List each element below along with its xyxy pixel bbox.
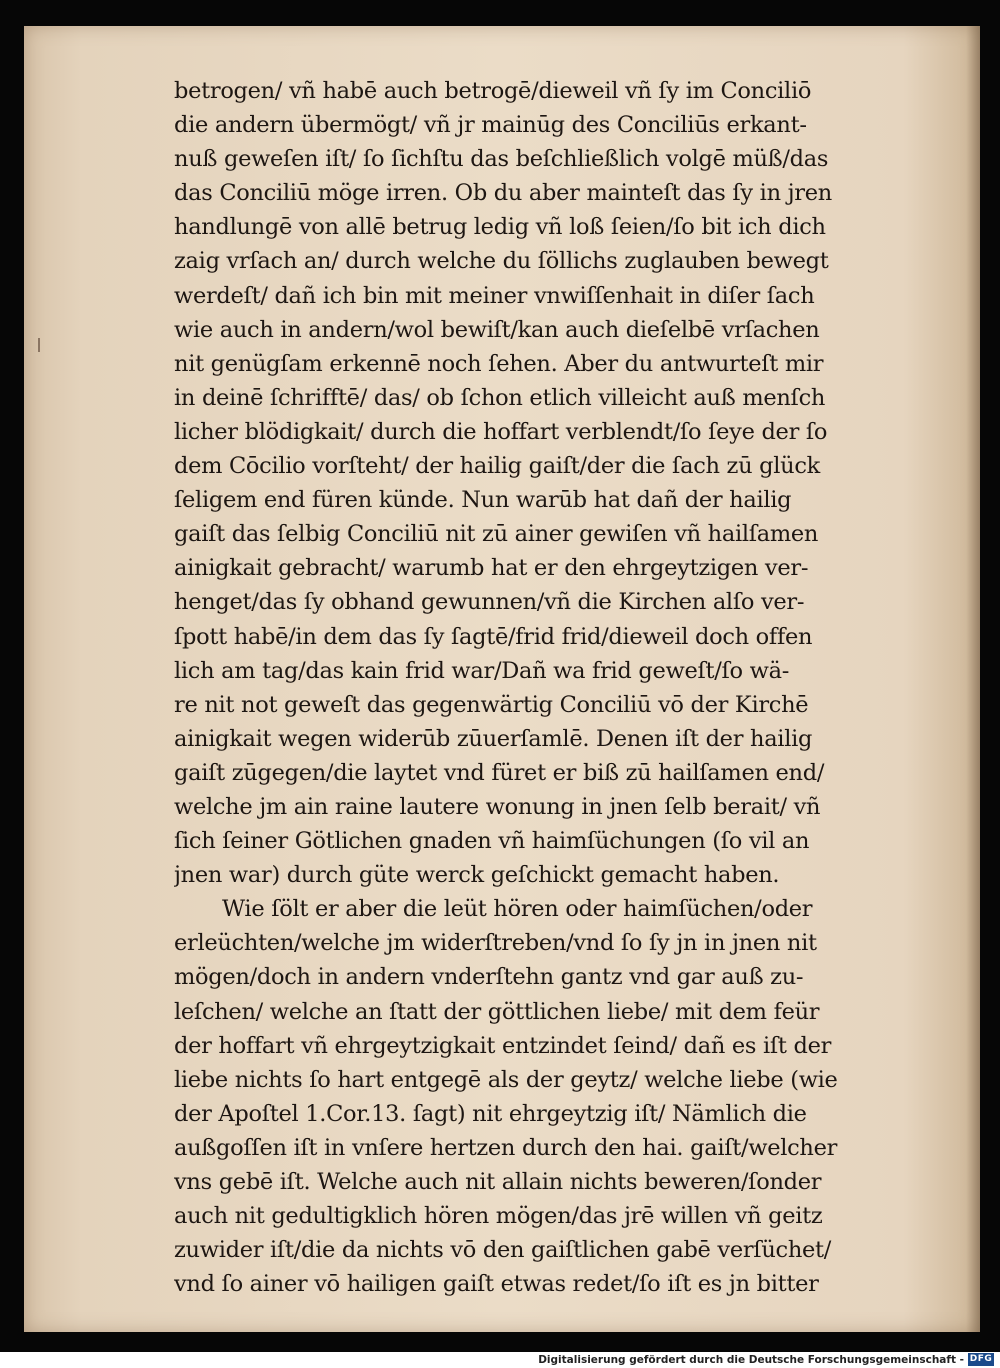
text-line: jnen war) durch güte werck geſchickt gemacht haben.	[174, 862, 780, 889]
text-line: betrogen/ vñ habē auch betrogē/dieweil vñ ſy im Conciliō	[174, 78, 812, 104]
text-line: vns gebē iſt. Welche auch nit allain nichts beweren/ſonder	[174, 1169, 822, 1195]
margin-mark	[38, 338, 40, 352]
text-line: welche jm ain raine lautere wonung in jnen ſelb berait/ vñ	[174, 793, 821, 820]
text-line: henget/das ſy obhand gewunnen/vñ die Kirchen alſo ver-	[174, 589, 805, 616]
text-line: ſpott habē/in dem das ſy ſagtē/frid frid/dieweil doch offen	[174, 623, 813, 650]
text-line: zaig vrſach an/ durch welche du ſöllichs zuglauben bewegt	[174, 248, 829, 275]
text-line: ſich ſeiner Götlichen gnaden vñ haimſüchungen (ſo vil an	[174, 828, 810, 855]
text-line: leſchen/ welche an ſtatt der göttlichen liebe/ mit dem feür	[174, 998, 820, 1025]
text-line: handlungē von allē betrug ledig vñ loß ſeien/ſo bit ich dich	[174, 214, 826, 241]
text-line: nit genügſam erkennē noch ſehen. Aber du antwurteſt mir	[174, 350, 824, 377]
text-line: ſeligem end füren künde. Nun warūb hat dañ der hailig	[174, 487, 792, 514]
text-line: ainigkait gebracht/ warumb hat er den ehrgeytzigen ver-	[174, 555, 809, 582]
text-line: ainigkait wegen widerūb zūuerſamlē. Denen iſt der hailig	[174, 725, 813, 752]
text-line: auch nit gedultigklich hören mögen/das jrē willen vñ geitz	[174, 1203, 823, 1230]
text-line: das Conciliū möge irren. Ob du aber mainteſt das ſy in jren	[174, 180, 832, 207]
text-line: in deinē ſchrifftē/ das/ ob ſchon etlich villeicht auß menſch	[174, 384, 826, 411]
funding-credit: Digitalisierung gefördert durch die Deutsche Forschungsgemeinschaft -	[538, 1354, 964, 1366]
book-page	[24, 26, 980, 1332]
text-line: erleüchten/welche jm widerſtreben/vnd ſo ſy jn in jnen nit	[174, 930, 817, 957]
text-line: der Apoſtel 1.Cor.13. ſagt) nit ehrgeytzig iſt/ Nämlich die	[174, 1100, 807, 1127]
text-line: licher blödigkait/ durch die hoffart verblendt/ſo ſeye der ſo	[174, 418, 828, 445]
text-line: gaiſt das ſelbig Conciliū nit zū ainer gewiſen vñ hailſamen	[174, 521, 819, 548]
text-line: re nit not geweſt das gegenwärtig Conciliū vō der Kirchē	[174, 691, 809, 718]
text-line: werdeſt/ dañ ich bin mit meiner vnwiſſenhait in diſer ſach	[174, 282, 815, 309]
text-line: nuß geweſen iſt/ ſo ſichſtu das beſchließlich volgē müß/das	[174, 146, 829, 173]
text-line: mögen/doch in andern vnderſtehn gantz vnd gar auß zu-	[174, 964, 804, 991]
text-line: außgoſſen iſt in vnſere hertzen durch den hai. gaiſt/welcher	[174, 1134, 838, 1161]
dfg-logo-icon: DFG	[969, 1354, 993, 1364]
text-line: wie auch in andern/wol bewiſt/kan auch dieſelbē vrſachen	[174, 316, 820, 343]
text-line: zuwider iſt/die da nichts vō den gaiſtlichen gabē verſüchet/	[174, 1237, 832, 1264]
text-line-paragraph-start: Wie ſölt er aber die leüt hören oder haimſüchen/oder	[222, 896, 813, 923]
page-edge-shadow	[966, 26, 980, 1332]
text-line: der hoffart vñ ehrgeytzigkait entzindet ſeind/ dañ es iſt der	[174, 1032, 832, 1059]
text-line: die andern übermögt/ vñ jr mainūg des Conciliūs erkant-	[174, 112, 807, 139]
text-line: lich am tag/das kain frid war/Dañ wa frid geweſt/ſo wä-	[174, 657, 790, 684]
text-line: dem Cōcilio vorſteht/ der hailig gaiſt/der die ſach zū glück	[174, 453, 820, 480]
text-line: vnd ſo ainer vō hailigen gaiſt etwas redet/ſo iſt es jn bitter	[174, 1271, 819, 1298]
text-line: gaiſt zūgegen/die laytet vnd füret er biß zū hailſamen end/	[174, 759, 825, 786]
text-line: liebe nichts ſo hart entgegē als der geytz/ welche liebe (wie	[174, 1066, 838, 1093]
text-block	[174, 74, 944, 1301]
